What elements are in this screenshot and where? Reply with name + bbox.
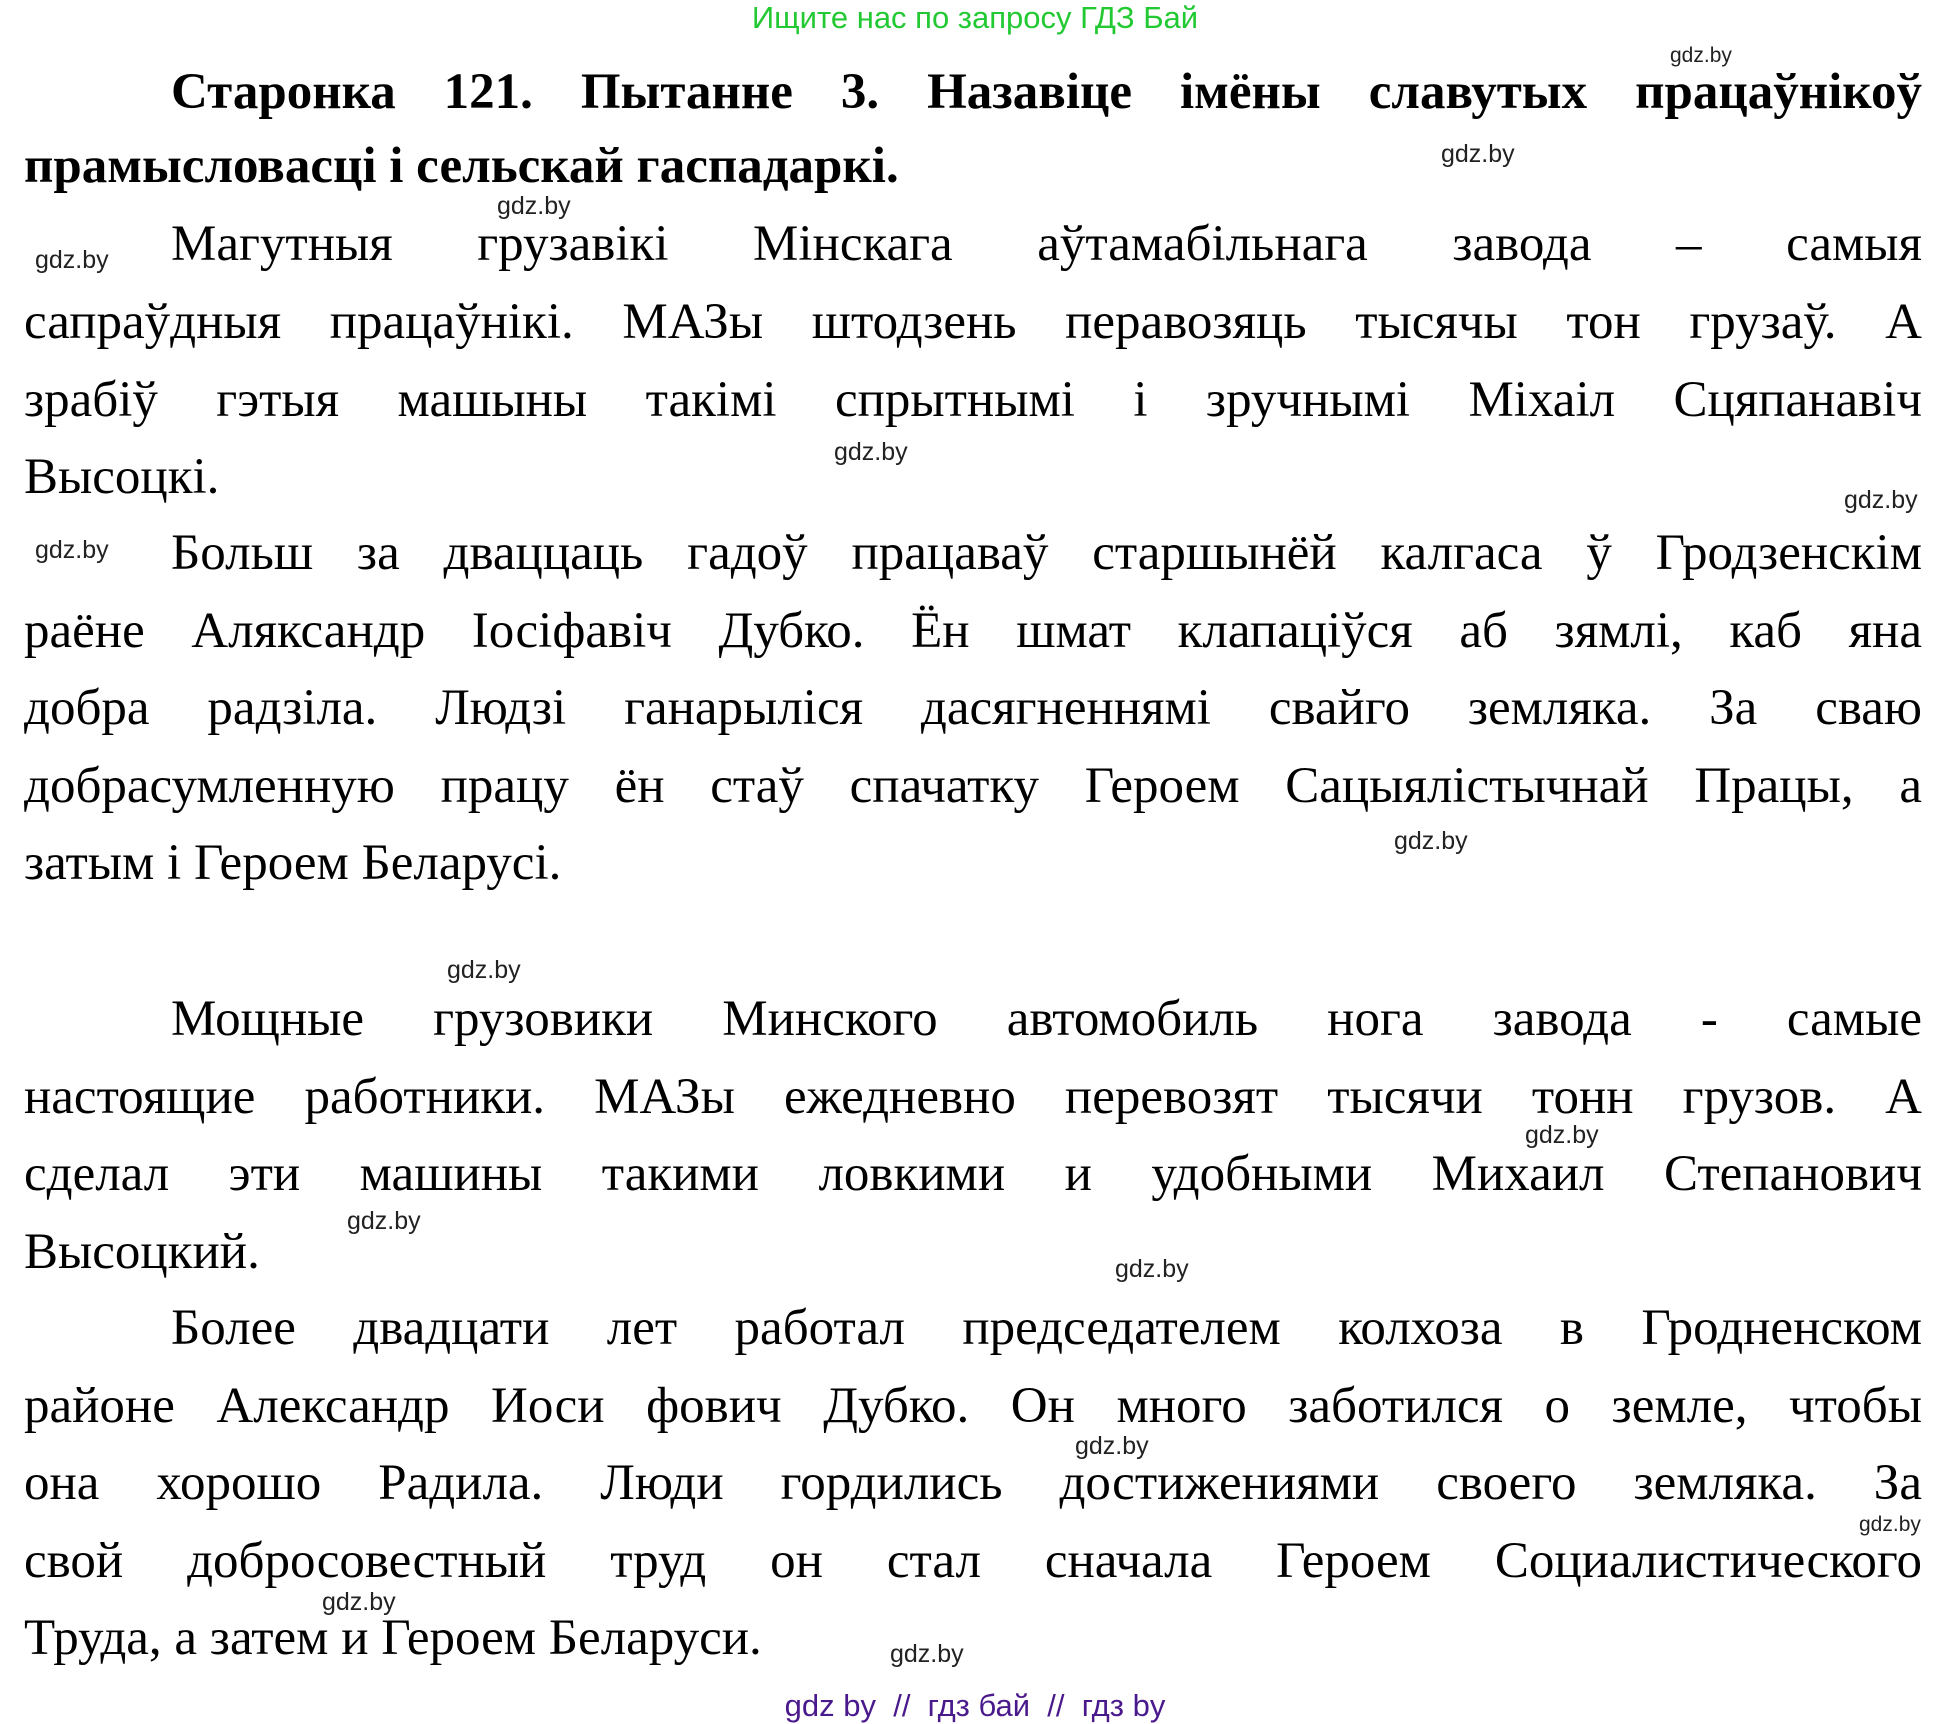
watermark: gdz.by <box>1115 1255 1189 1283</box>
watermark: gdz.by <box>1670 44 1732 67</box>
by-para2-line-1: Больш за дваццаць гадоў працаваў старшынёй калгаса ў Гродзенскім <box>171 525 1922 581</box>
ru-para2-line-1: Более двадцати лет работал председателем колхоза в Гродненском <box>171 1300 1922 1356</box>
watermark: gdz.by <box>447 956 521 984</box>
ru-para1-line-4: Высоцкий. <box>24 1224 260 1280</box>
ru-para1-line-3: сделал эти машины такими ловкими и удобными Михаил Степанович <box>24 1146 1922 1202</box>
watermark: gdz.by <box>1859 1513 1921 1536</box>
watermark: gdz.by <box>1075 1432 1149 1460</box>
ru-para2-line-4: свой добросовестный труд он стал сначала Героем Социалистического <box>24 1533 1922 1589</box>
ru-para1-line-2: настоящие работники. МАЗы ежедневно перевозят тысячи тонн грузов. А <box>24 1069 1922 1125</box>
watermark: gdz.by <box>1394 827 1468 855</box>
watermark: gdz.by <box>322 1588 396 1616</box>
watermark: gdz.by <box>1441 140 1515 168</box>
by-para2-line-4: добрасумленную працу ён стаў спачатку Героем Сацыялістычнай Працы, а <box>24 758 1922 814</box>
watermark: gdz.by <box>890 1640 964 1668</box>
ru-para2-line-3: она хорошо Радила. Люди гордились достижениями своего земляка. За <box>24 1455 1922 1511</box>
search-hint-banner: Ищите нас по запросу ГДЗ Бай <box>751 0 1199 35</box>
watermark: gdz.by <box>35 246 109 274</box>
by-para1-line-4: Высоцкі. <box>24 449 220 505</box>
ru-para2-line-2: районе Александр Иоси фович Дубко. Он много заботился о земле, чтобы <box>24 1378 1922 1434</box>
watermark: gdz.by <box>834 438 908 466</box>
ru-para2-line-5: Труда, а затем и Героем Беларуси. <box>24 1610 762 1666</box>
by-para1-line-1: Магутныя грузавікі Мінскага аўтамабільнага завода – самыя <box>171 216 1922 272</box>
watermark: gdz.by <box>35 536 109 564</box>
watermark: gdz.by <box>347 1207 421 1235</box>
by-para2-line-5: затым і Героем Беларусі. <box>24 835 562 891</box>
page-title-line-1: Старонка 121. Пытанне 3. Назавіце імёны славутых працаўнікоў <box>171 64 1922 120</box>
ru-para1-line-1: Мощные грузовики Минского автомобиль нога завода - самые <box>171 991 1922 1047</box>
page-title-line-2: прамысловасці і сельскай гаспадаркі. <box>24 138 899 194</box>
by-para1-line-3: зрабіў гэтыя машыны такімі спрытнымі і зручнымі Міхаіл Сцяпанавіч <box>24 372 1922 428</box>
by-para2-line-2: раёне Аляксандр Іосіфавіч Дубко. Ён шмат клапаціўся аб зямлі, каб яна <box>24 603 1922 659</box>
watermark: gdz.by <box>497 192 571 220</box>
footer-links: gdz by // гдз бай // гдз by <box>784 1688 1166 1723</box>
watermark: gdz.by <box>1844 486 1918 514</box>
by-para2-line-3: добра радзіла. Людзі ганарыліся дасягненнямі свайго земляка. За сваю <box>24 680 1922 736</box>
by-para1-line-2: сапраўдныя працаўнікі. МАЗы штодзень перавозяць тысячы тон грузаў. А <box>24 294 1922 350</box>
watermark: gdz.by <box>1525 1121 1599 1149</box>
